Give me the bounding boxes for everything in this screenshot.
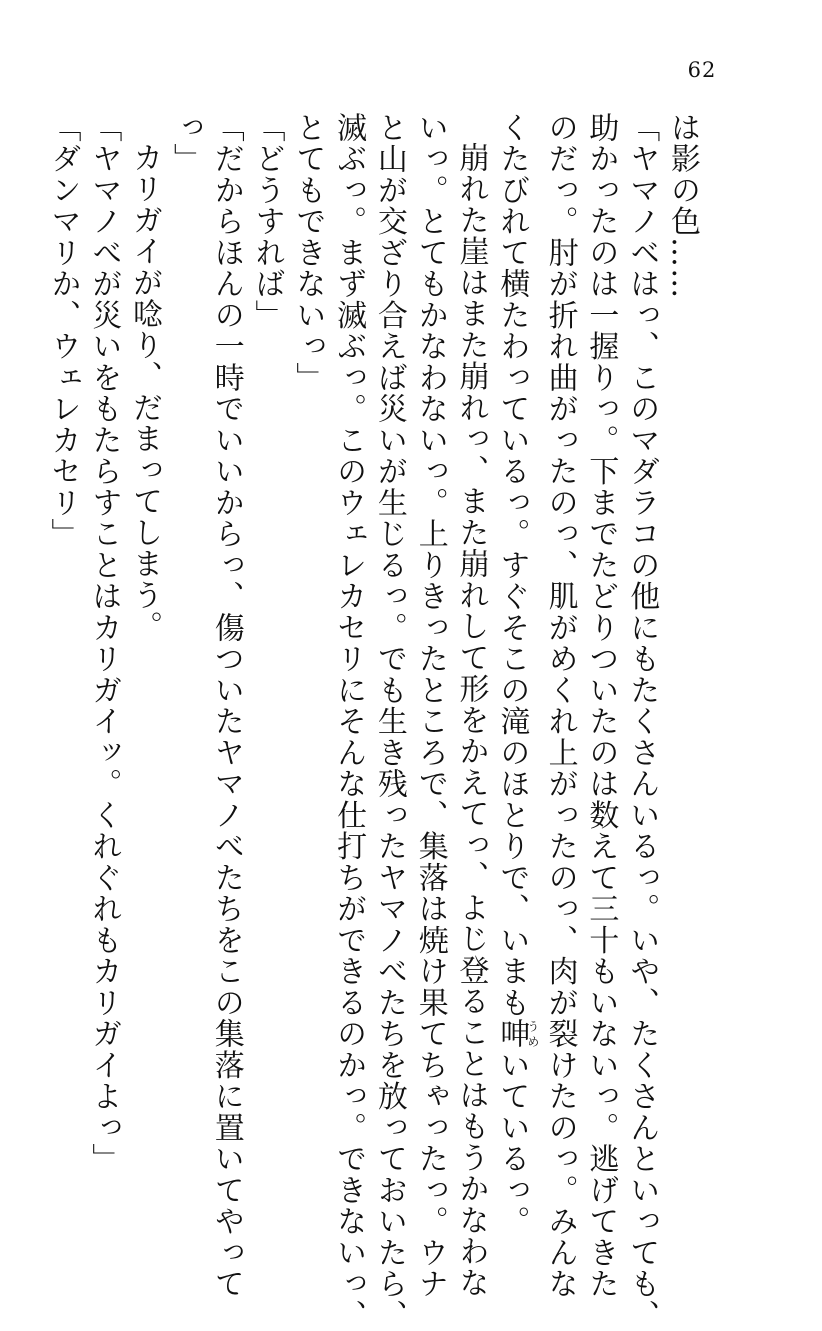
text-line: と山が交ざり合えば災いが生じるっ。でも生き残ったヤマノべたちを放っておいたら、: [371, 112, 407, 1331]
page-number: 62: [687, 58, 717, 82]
text-line: は影の色……: [665, 112, 700, 300]
text-segment: くたびれて横たわっているっ。すぐそこの滝のほとりで、いまも: [494, 112, 530, 1019]
text-segment: いているっ。: [494, 1049, 530, 1237]
text-line: カリガイが唸り、だまってしまう。: [127, 142, 163, 642]
text-line: のだっ。肘が折れ曲がったのっ、肌がめくれ上がったのっ、肉が裂けたのっ。みんな: [542, 112, 578, 1300]
text-line: 助かったのは一握りっ。下までたどりついたのは数えて三十もいないっ。逃げてきた: [583, 112, 619, 1300]
ruby-reading: うめ: [525, 1018, 540, 1050]
text-line: 「どうすれば」: [249, 112, 285, 331]
text-line: 滅ぶっ。まず滅ぶっ。このウェレカセリにそんな仕打ちができるのかっ。できないっ、: [331, 112, 367, 1331]
ruby-base: 呻: [494, 1018, 530, 1050]
text-line: 崩れた崖はまた崩れっ、また崩れして形をかえてっ、よじ登ることはもうかなわな: [453, 142, 489, 1299]
text-line: 「ヤマノべが災いをもたらすことはカリガイッ。くれぐれもカリガイよっ」: [86, 112, 122, 1175]
text-line: とてもできないっ」: [290, 112, 326, 394]
body-text: [42, 112, 702, 1331]
text-line: 「だからほんの一時でいいからっ、傷ついたヤマノべたちをこの集落に置いてやって: [208, 112, 244, 1300]
text-line: 「ヤマノベはっ、このマダラコの他にもたくさんいるっ。いや、たくさんといっても、: [624, 112, 660, 1331]
text-line-with-ruby: [491, 112, 540, 1237]
ruby-annotation: [494, 1018, 540, 1050]
text-line: っ」: [167, 112, 203, 175]
text-line: いっ。とてもかなわないっ。上りきったところで、集落は焼け果てちゃったっ。ウナ: [412, 112, 448, 1300]
text-line: 「ダンマリか、ウェレカセリ」: [45, 112, 81, 550]
